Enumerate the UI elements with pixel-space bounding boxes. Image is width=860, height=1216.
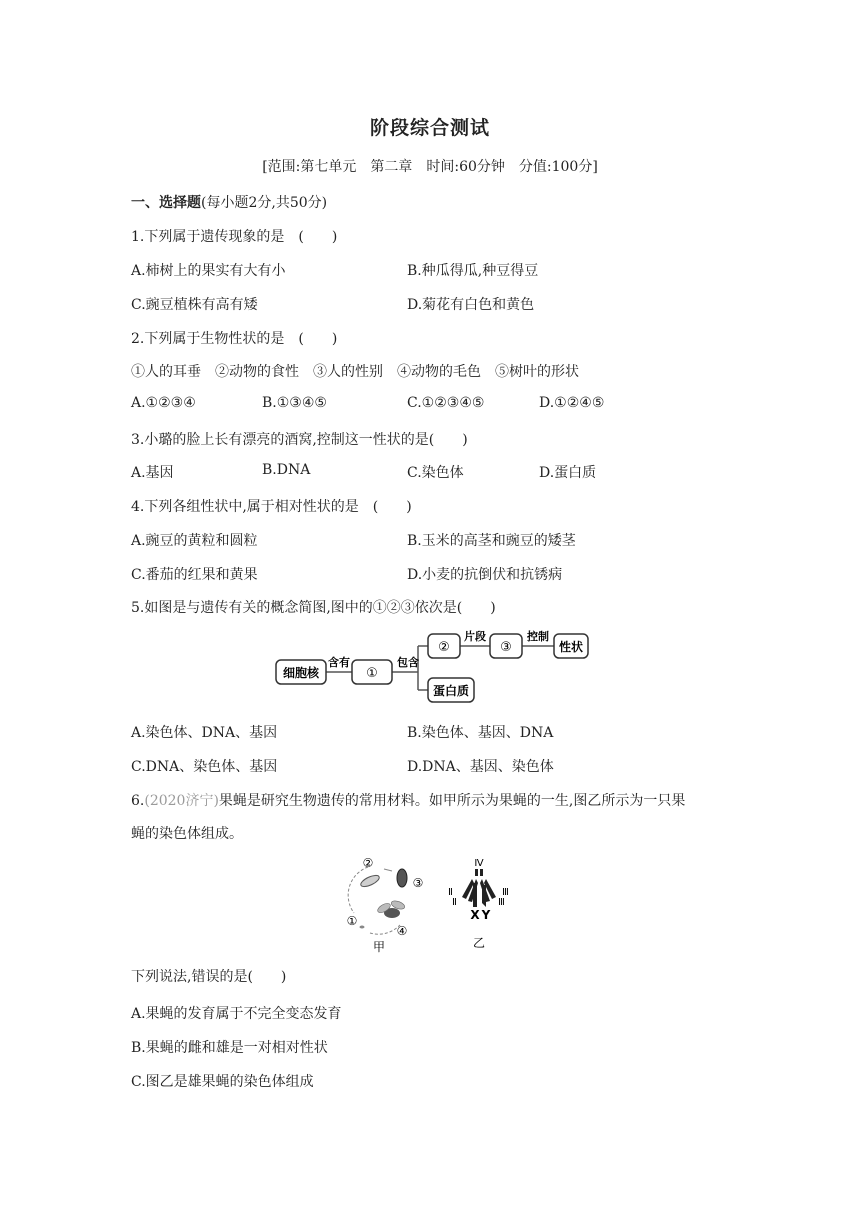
q6-source: (2020济宁) (144, 793, 219, 809)
chromosome-III-label-bottom: Ⅲ (498, 897, 505, 908)
node2-label: ② (438, 640, 450, 655)
q4-option-a: A.豌豆的黄粒和圆粒 (131, 533, 258, 549)
exam-scope: [范围:第七单元 第二章 时间:60分钟 分值:100分] (262, 159, 598, 175)
q6-stem-text: 果蝇是研究生物遗传的常用材料。如甲所示为果蝇的一生,图乙所示为一只果 (218, 793, 686, 809)
chromosome-III-label-top: Ⅲ (502, 887, 509, 898)
chromosome-Y (482, 885, 486, 907)
chromosome-IV-b (480, 869, 483, 876)
q6-stem-line2: 蝇的染色体组成。 (131, 826, 243, 842)
figure-yi-label: 乙 (472, 936, 486, 950)
chromosome-X (473, 883, 477, 907)
includes-label: 包含 (397, 656, 419, 669)
protein-label: 蛋白质 (432, 684, 470, 698)
fruitfly-lifecycle-figure (340, 853, 426, 955)
figure-jia-label: 甲 (372, 940, 386, 954)
page-title: 阶段综合测试 (369, 117, 490, 139)
q3-option-a: A.基因 (131, 465, 174, 481)
q5-option-a: A.染色体、DNA、基因 (131, 725, 278, 741)
chromosome-IV-label: Ⅳ (474, 858, 484, 869)
q5-option-c: C.DNA、染色体、基因 (131, 759, 278, 775)
q6-option-c: C.图乙是雄果蝇的染色体组成 (131, 1074, 314, 1090)
q3-option-d: D.蛋白质 (539, 465, 597, 481)
q2-items: ①人的耳垂 ②动物的食性 ③人的性别 ④动物的毛色 ⑤树叶的形状 (131, 364, 579, 380)
q1-stem: 1.下列属于遗传现象的是 ( ) (131, 229, 338, 245)
chromosome-figure (442, 853, 518, 955)
q4-stem: 4.下列各组性状中,属于相对性状的是 ( ) (131, 499, 412, 515)
q5-stem: 5.如图是与遗传有关的概念简图,图中的①②③依次是( ) (131, 600, 496, 616)
nucleus-label: 细胞核 (282, 666, 320, 680)
cycle-arc-bottom (370, 925, 400, 934)
q1-option-c: C.豌豆植株有高有矮 (131, 297, 258, 313)
chromosome-Y-label: Y (481, 908, 491, 922)
q3-option-b: B.DNA (262, 462, 311, 478)
trait-label: 性状 (558, 640, 584, 654)
cycle-arc-top (384, 869, 392, 871)
section-title: 一、选择题 (131, 195, 201, 211)
q6-number: 6. (131, 793, 145, 809)
segment-label: 片段 (464, 630, 486, 643)
chromosome-II-label-top: Ⅱ (448, 887, 453, 898)
q2-stem: 2.下列属于生物性状的是 ( ) (131, 331, 338, 347)
q3-stem: 3.小璐的脸上长有漂亮的酒窝,控制这一性状的是( ) (131, 432, 468, 448)
q4-option-c: C.番茄的红果和黄果 (131, 567, 258, 583)
q4-option-d: D.小麦的抗倒伏和抗锈病 (407, 567, 563, 583)
egg-icon (360, 926, 365, 929)
contains-label: 含有 (328, 656, 350, 669)
controls-label: 控制 (527, 630, 549, 643)
q6-option-a: A.果蝇的发育属于不完全变态发育 (131, 1006, 342, 1022)
q3-option-c: C.染色体 (407, 465, 464, 481)
q1-option-d: D.菊花有白色和黄色 (407, 297, 535, 313)
q6-question: 下列说法,错误的是( ) (131, 969, 287, 985)
q2-option-b: B.①③④⑤ (262, 395, 327, 411)
chromosome-X-label: X (470, 908, 480, 922)
q5-option-d: D.DNA、基因、染色体 (407, 759, 554, 775)
node3-label: ③ (500, 640, 512, 655)
stage-2-label: ② (362, 856, 374, 870)
pupa-icon (397, 869, 407, 887)
q5-option-b: B.染色体、基因、DNA (407, 725, 554, 741)
section-note: (每小题2分,共50分) (201, 195, 328, 211)
q2-option-c: C.①②③④⑤ (407, 395, 485, 411)
chromosome-II-label-bottom: Ⅱ (452, 897, 457, 908)
stage-3-label: ③ (412, 876, 424, 890)
q6-option-b: B.果蝇的雌和雄是一对相对性状 (131, 1040, 328, 1056)
q2-option-a: A.①②③④ (131, 395, 196, 411)
section-heading (131, 192, 327, 212)
chromosome-IV-a (475, 869, 478, 876)
node1-label: ① (366, 666, 378, 681)
larva-icon (359, 873, 381, 889)
q2-option-d: D.①②④⑤ (539, 395, 605, 411)
stage-4-label: ④ (396, 924, 408, 938)
q6-stem-line1 (131, 790, 685, 810)
concept-diagram (272, 626, 592, 706)
cycle-arc-left (348, 867, 368, 913)
q1-option-a: A.柿树上的果实有大有小 (131, 263, 286, 279)
stage-1-label: ① (346, 914, 358, 928)
q4-option-b: B.玉米的高茎和豌豆的矮茎 (407, 533, 576, 549)
q1-option-b: B.种瓜得瓜,种豆得豆 (407, 263, 539, 279)
